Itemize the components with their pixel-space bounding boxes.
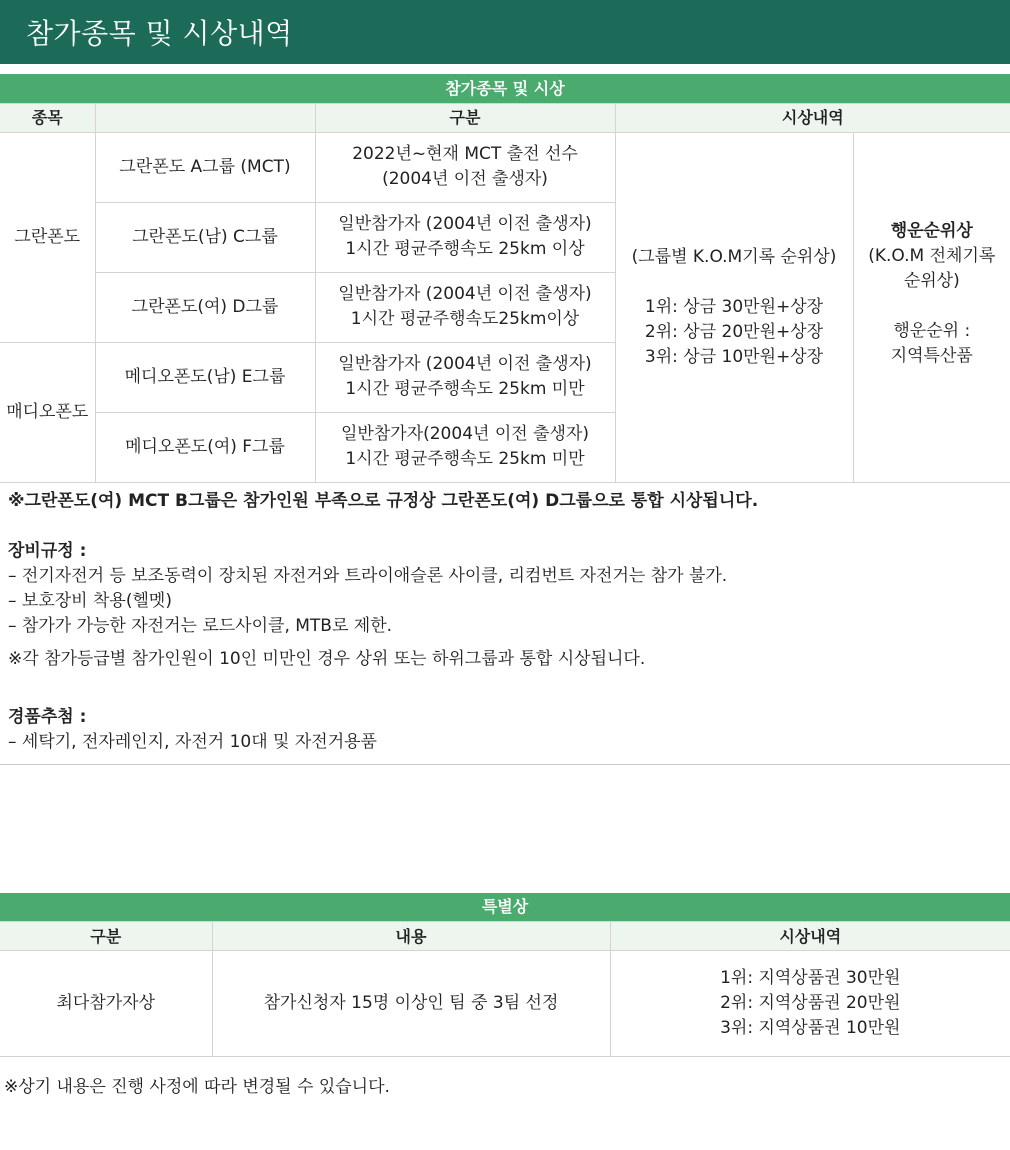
prize-line: 3위: 상금 10만원+상장 — [644, 346, 824, 367]
lucky-title: 행운순위상 — [890, 221, 973, 241]
spacer — [0, 64, 1010, 74]
division-line: 1시간 평균주행속도 25km 미만 — [345, 379, 585, 399]
division-line: (2004년 이전 출생자) — [382, 169, 548, 189]
raffle-item: – 세탁기, 전자레인지, 자전거 10대 및 자전거용품 — [8, 731, 377, 752]
group-cell: 그란폰도 A그룹 (MCT) — [95, 132, 315, 202]
spacer — [0, 765, 1010, 893]
division-line: 일반참가자(2004년 이전 출생자) — [341, 424, 589, 444]
division-line: 1시간 평균주행속도 25km 미만 — [345, 449, 585, 469]
page-title: 참가종목 및 시상내역 — [26, 17, 293, 50]
division-line: 2022년~현재 MCT 출전 선수 — [352, 144, 578, 164]
page-header — [0, 0, 1010, 64]
prize-line: 2위: 상금 20만원+상장 — [644, 321, 824, 342]
special-award-table — [0, 893, 1010, 1058]
events-awards-table — [0, 74, 1010, 483]
raffle-title: 경품추첨 : — [8, 706, 87, 727]
kom-title: (그룹별 K.O.M기록 순위상) — [631, 246, 837, 267]
division-cell — [315, 342, 615, 412]
header-division: 구분 — [315, 103, 615, 132]
lucky-line: 순위상) — [903, 271, 960, 291]
division-cell — [315, 132, 615, 202]
equipment-title: 장비규정 : — [8, 540, 87, 561]
group-note: ※각 참가등급별 참가인원이 10인 미만인 경우 상위 또는 하위그룹과 통합 시상됩니다. — [8, 648, 646, 669]
footnote: ※상기 내용은 진행 사정에 따라 변경될 수 있습니다. — [4, 1077, 390, 1097]
division-line: 일반참가자 (2004년 이전 출생자) — [338, 284, 592, 304]
header-awards: 시상내역 — [610, 922, 1010, 951]
awards-cell — [615, 132, 853, 482]
merge-note: ※그란폰도(여) MCT B그룹은 참가인원 부족으로 규정상 그란폰도(여) D그룹으로 통합 시상됩니다. — [8, 490, 759, 511]
header-event: 종목 — [0, 103, 95, 132]
group-cell: 메디오폰도(남) E그룹 — [95, 342, 315, 412]
lucky-line: 행운순위 : — [893, 321, 971, 341]
content-cell: 참가신청자 15명 이상인 팀 중 3팀 선정 — [212, 951, 610, 1057]
division-line: 일반참가자 (2004년 이전 출생자) — [338, 354, 592, 374]
division-cell — [315, 412, 615, 482]
prize-line: 2위: 지역상품권 20만원 — [720, 993, 901, 1013]
table-row — [0, 132, 1010, 202]
header-content: 내용 — [212, 922, 610, 951]
prize-line: 3위: 지역상품권 10만원 — [720, 1018, 901, 1038]
division-line: 일반참가자 (2004년 이전 출생자) — [338, 214, 592, 234]
lucky-cell — [853, 132, 1010, 482]
equipment-rule: – 보호장비 착용(헬멧) — [8, 590, 172, 611]
lucky-line: 지역특산품 — [890, 346, 973, 366]
division-cell — [315, 272, 615, 342]
header-awards: 시상내역 — [615, 103, 1010, 132]
division-line: 1시간 평균주행속도25km이상 — [350, 309, 580, 329]
equipment-rule: – 참가가 가능한 자전거는 로드사이클, MTB로 제한. — [8, 615, 393, 636]
table-band-title: 특별상 — [0, 893, 1010, 922]
awards-cell — [610, 951, 1010, 1057]
table-band-title: 참가종목 및 시상 — [0, 74, 1010, 103]
division-cell: 최다참가자상 — [0, 951, 212, 1057]
group-cell: 그란폰도(남) C그룹 — [95, 202, 315, 272]
prize-line: 1위: 지역상품권 30만원 — [720, 968, 901, 988]
table-row — [0, 951, 1010, 1057]
group-cell: 메디오폰도(여) F그룹 — [95, 412, 315, 482]
event-mediofondo: 매디오폰도 — [0, 342, 95, 482]
prize-line: 1위: 상금 30만원+상장 — [644, 296, 824, 317]
header-division: 구분 — [0, 922, 212, 951]
division-line: 1시간 평균주행속도 25km 이상 — [345, 239, 585, 259]
header-blank — [95, 103, 315, 132]
group-cell: 그란폰도(여) D그룹 — [95, 272, 315, 342]
event-granfondo: 그란폰도 — [0, 132, 95, 342]
division-cell — [315, 202, 615, 272]
equipment-rule: – 전기자전거 등 보조동력이 장치된 자전거와 트라이애슬론 사이클, 리컴번트 자전거는 참가 불가. — [8, 565, 728, 586]
lucky-line: (K.O.M 전체기록 — [868, 246, 996, 266]
notes-section — [0, 483, 1010, 755]
